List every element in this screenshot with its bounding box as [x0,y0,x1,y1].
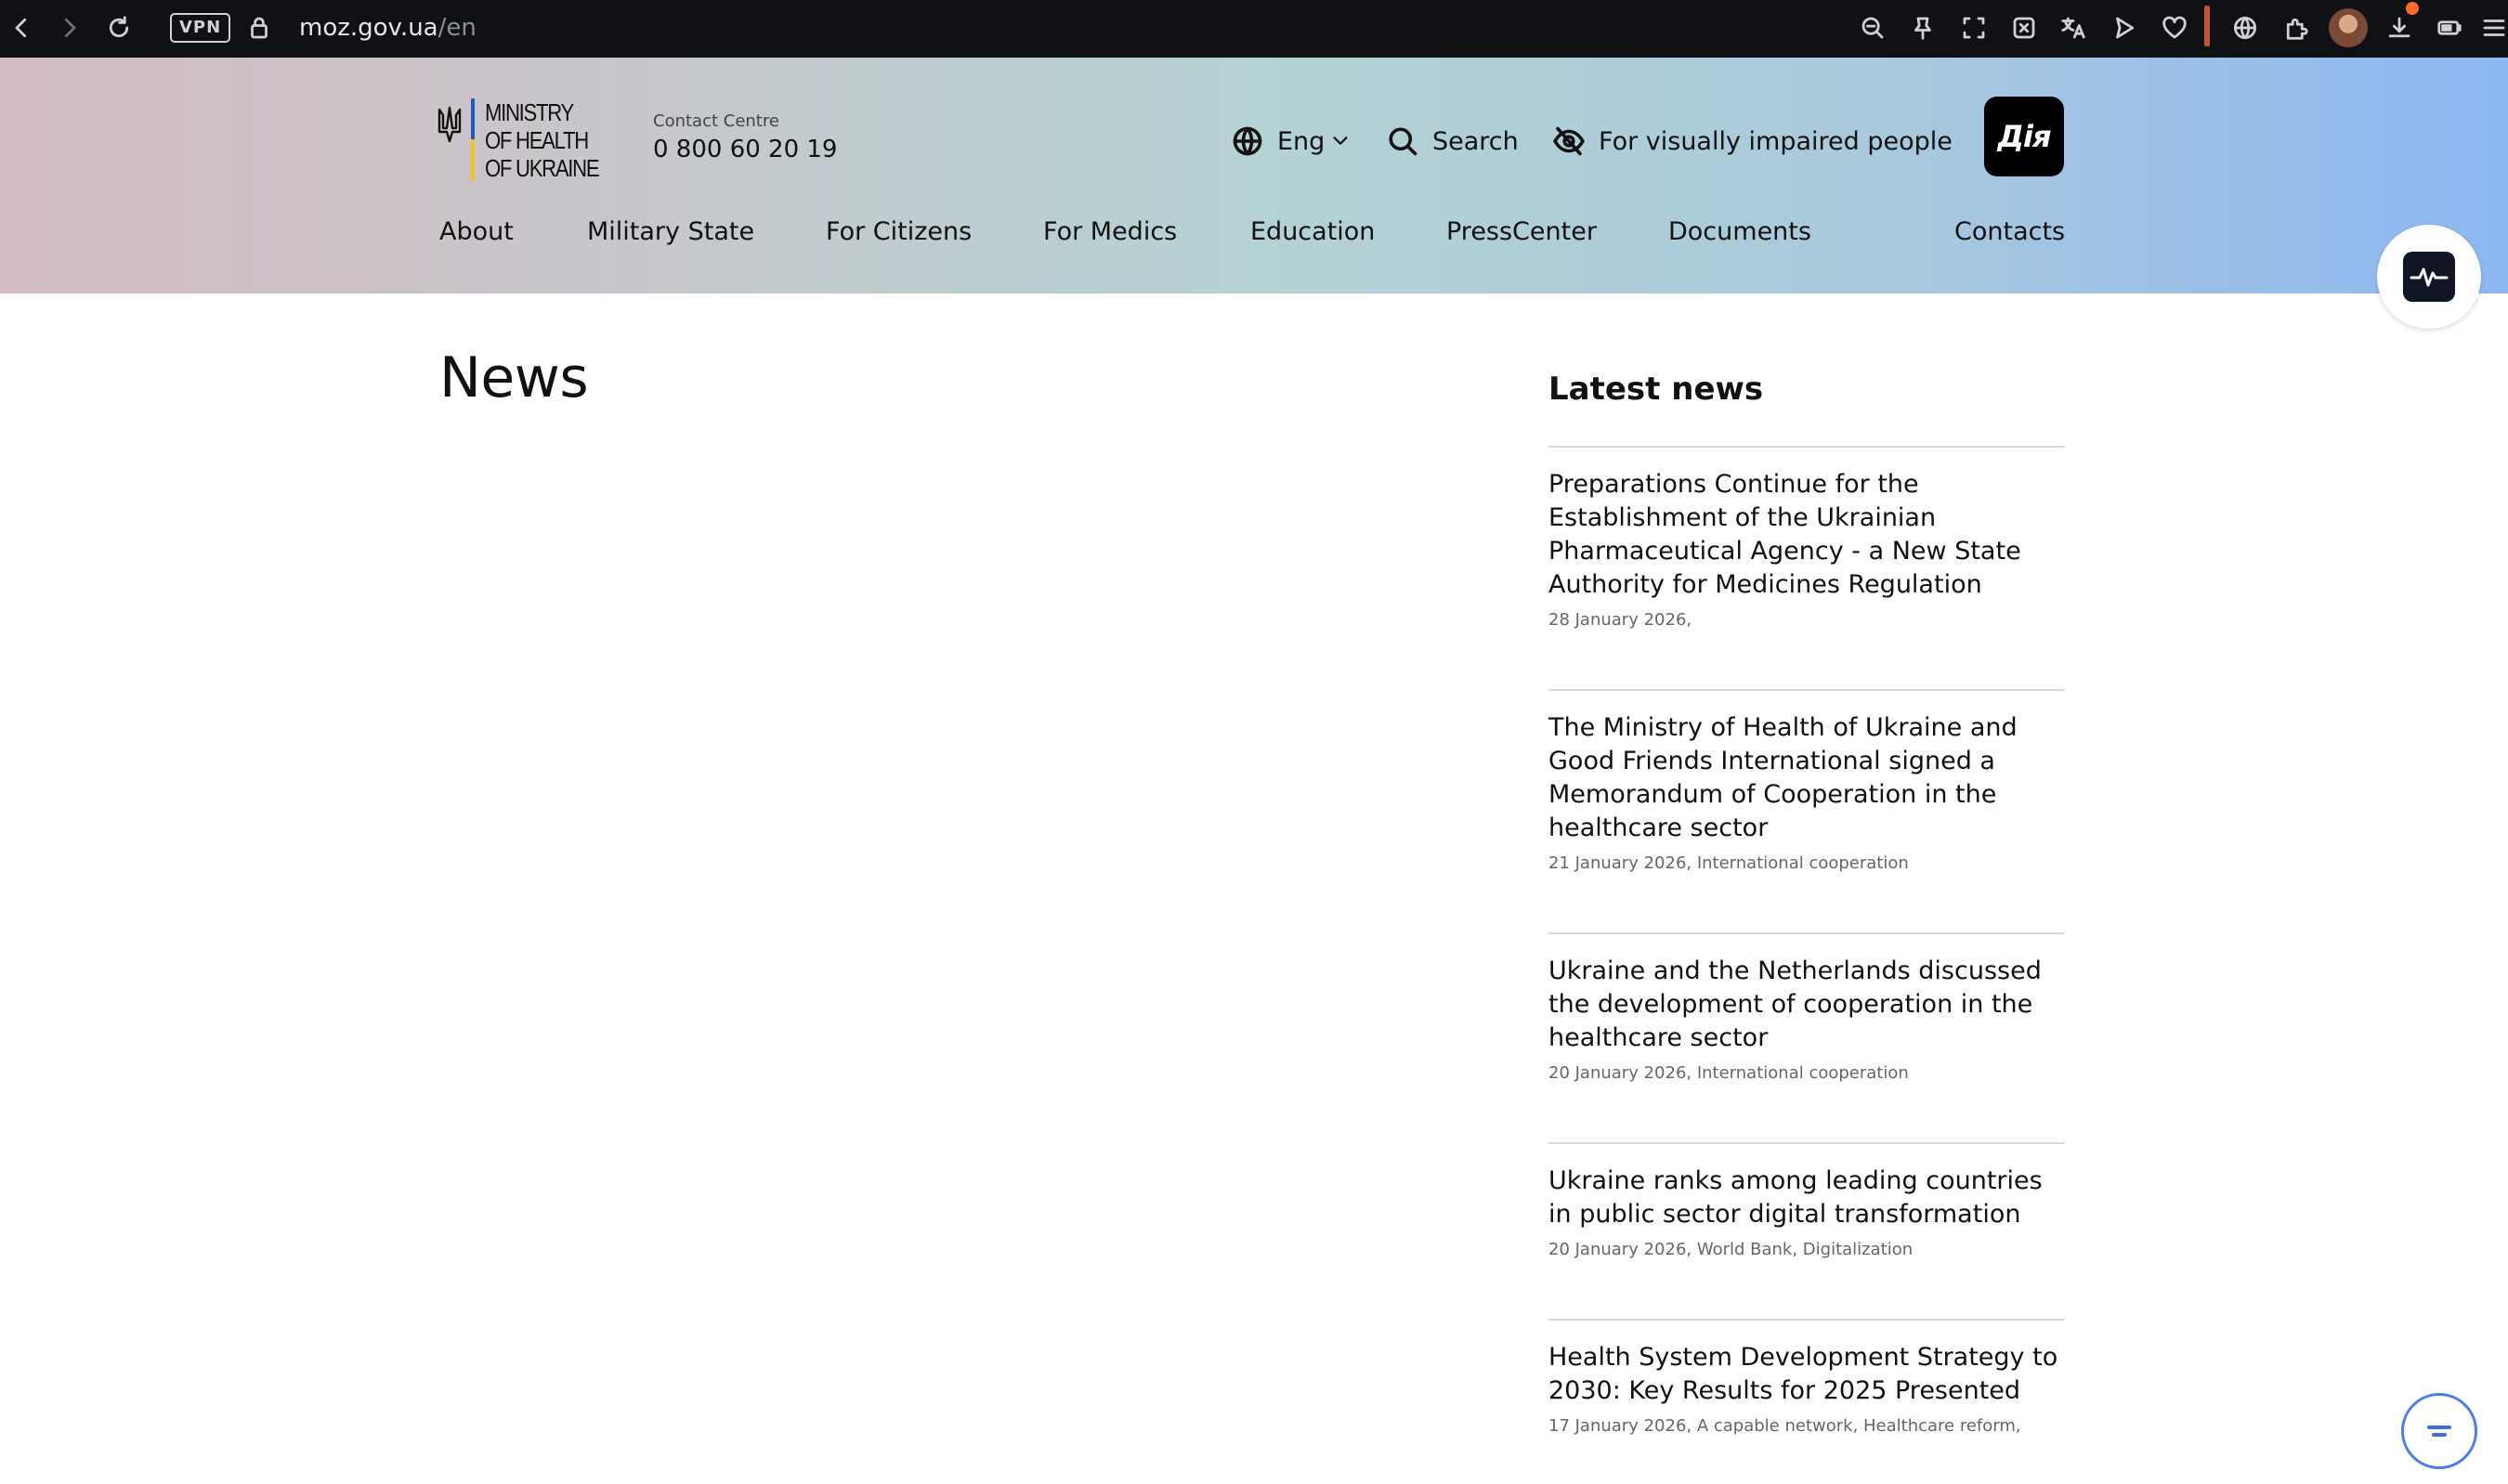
browser-toolbar [0,0,2508,58]
news-title[interactable]: Preparations Continue for the Establishment of the Ukrainian Pharmaceutical Agency - a New State Authority for Medicines Regulation [1548,470,2021,599]
contact-phone[interactable]: 0 800 60 20 19 [653,136,838,163]
language-selector[interactable] [1231,121,1351,162]
list-item[interactable] [1548,1142,2065,1319]
address-bar[interactable] [299,11,477,45]
nav-item-documents[interactable]: Documents [1668,217,1811,246]
health-chat-button[interactable] [2377,225,2481,329]
visually-impaired-button[interactable] [1552,121,1953,162]
nav-item-contacts[interactable]: Contacts [1954,217,2066,246]
profile-avatar[interactable] [2329,8,2368,47]
support-chat-button[interactable] [2401,1393,2477,1469]
news-title[interactable]: Ukraine ranks among leading countries in public sector digital transformation [1548,1166,2043,1229]
visually-impaired-label: For visually impaired people [1599,126,1953,156]
globe-icon[interactable] [2229,12,2261,44]
vpn-badge[interactable]: VPN [170,13,230,43]
contact-label: Contact Centre [653,111,779,131]
logo-text [485,98,620,182]
eye-off-icon [1552,124,1586,158]
nav-item-for-citizens[interactable]: For Citizens [826,217,973,246]
ministry-logo[interactable] [437,98,599,188]
contact-centre [653,111,837,165]
news-meta: 21 January 2026, International cooperation [1548,853,1909,873]
nav-item-about[interactable]: About [439,217,514,246]
chevron-down-icon [1330,131,1351,151]
url-host: moz.gov.ua [299,14,438,42]
news-title[interactable]: Health System Development Strategy to 2030: Key Results for 2025 Presented [1548,1343,2058,1405]
language-label: Eng [1277,126,1326,156]
list-item[interactable] [1548,932,2065,1142]
pin-icon[interactable] [1907,12,1939,44]
forward-icon[interactable] [54,12,85,44]
send-icon[interactable] [2109,12,2140,44]
download-icon[interactable] [2384,12,2415,44]
extensions-icon[interactable] [2280,12,2312,44]
latest-news-panel [1548,370,2065,1449]
lock-icon[interactable] [243,12,275,44]
battery-icon[interactable] [2434,12,2465,44]
search-button[interactable] [1386,121,1519,162]
menu-icon[interactable] [2478,12,2508,44]
logo-line-3: OF UKRAINE [485,154,599,182]
pulse-chat-icon [2403,252,2455,302]
nav-item-military-state[interactable]: Military State [587,217,755,246]
list-item[interactable] [1548,689,2065,932]
news-title[interactable]: The Ministry of Health of Ukraine and Good Friends International signed a Memorandum of Cooperation in the healthcare sector [1548,713,2018,842]
translate-icon[interactable] [2057,12,2089,44]
news-title[interactable]: Ukraine and the Netherlands discussed the development of cooperation in the healthcare sector [1548,957,2042,1052]
logo-line-2: OF HEALTH [485,126,588,154]
trident-icon [437,104,463,145]
page-title: News [439,345,589,410]
nav-item-presscenter[interactable]: PressCenter [1446,217,1597,246]
list-item[interactable] [1548,1319,2065,1449]
diia-button[interactable]: Дія [1984,97,2064,176]
back-icon[interactable] [6,12,37,44]
screenshot-icon[interactable] [1958,12,1990,44]
site-header [0,58,2508,293]
toolbar-separator [2204,6,2210,46]
download-notification-dot [2406,2,2419,15]
adblock-icon[interactable] [2008,12,2040,44]
latest-news-title: Latest news [1548,371,1764,408]
list-item[interactable] [1548,446,2065,689]
logo-yellow-bar [471,139,475,180]
logo-blue-bar [471,98,475,139]
search-label: Search [1432,126,1519,156]
news-meta: 20 January 2026, International cooperation [1548,1063,1909,1083]
chat-lines-icon [2418,1410,2461,1452]
heart-icon[interactable] [2159,12,2190,44]
nav-item-for-medics[interactable]: For Medics [1043,217,1178,246]
latest-news-list [1548,446,2065,1449]
nav-item-education[interactable]: Education [1250,217,1376,246]
reload-icon[interactable] [103,12,135,44]
news-meta: 28 January 2026, [1548,610,1692,630]
zoom-out-icon[interactable] [1857,12,1888,44]
main-nav [0,214,2508,251]
news-meta: 20 January 2026, World Bank, Digitalization [1548,1240,1914,1259]
url-path: /en [438,14,477,42]
news-meta: 17 January 2026, A capable network, Healthcare reform, [1548,1416,2021,1436]
globe-icon [1231,124,1264,158]
logo-line-1: MINISTRY [485,98,574,126]
search-icon [1386,124,1419,158]
